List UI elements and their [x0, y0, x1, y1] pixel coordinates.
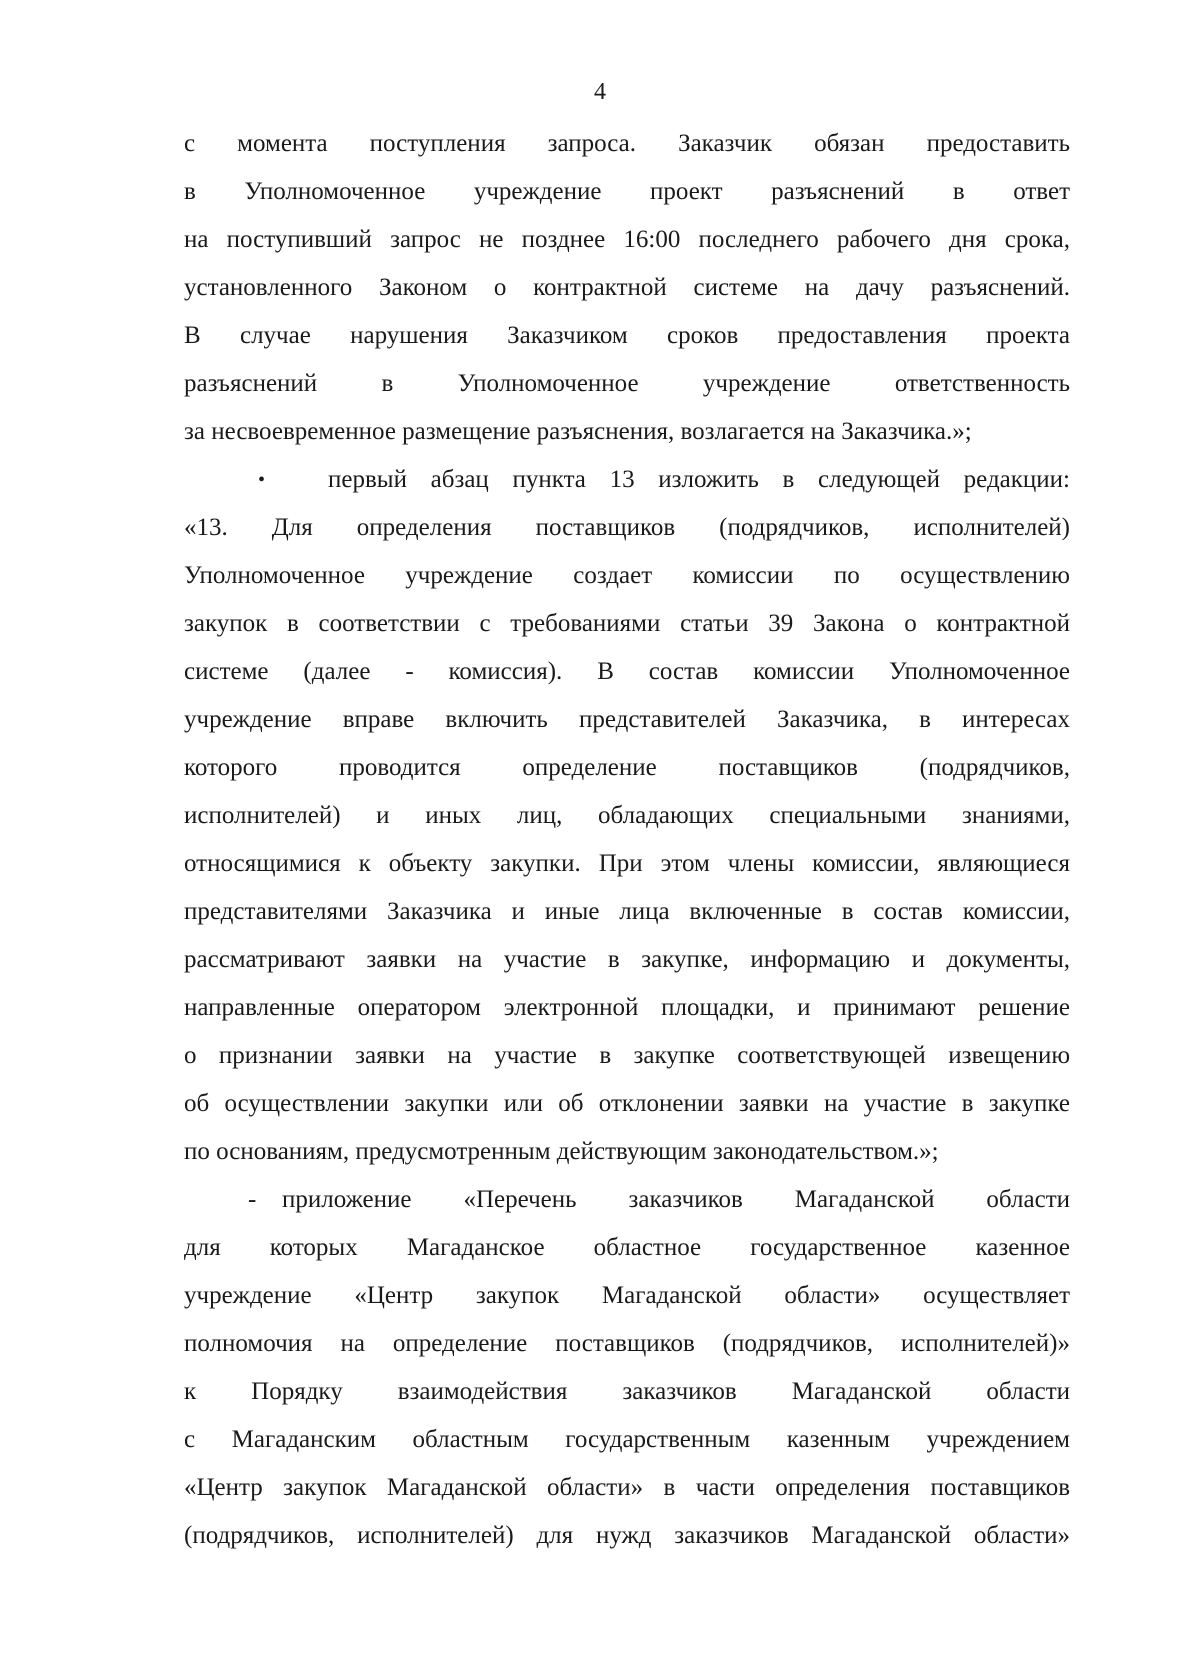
paragraph-explanations	[184, 120, 1070, 456]
text-line: закупок в соответствии с требованиями статьи 39 Закона о контрактной	[184, 610, 1070, 637]
text-line: (подрядчиков, исполнителей) для нужд заказчиков Магаданской области»	[184, 1522, 1070, 1549]
document-body	[184, 120, 1070, 1560]
dashed-line	[0, 1176, 1070, 1224]
text-line: «Центр закупок Магаданской области» в части определения поставщиков	[184, 1474, 1070, 1501]
text-line: для которых Магаданское областное государственное казенное	[184, 1234, 1070, 1261]
paragraph-appendix	[184, 1176, 1070, 1560]
text-line: по основаниям, предусмотренным действующим законодательством.»;	[184, 1138, 939, 1165]
text-line: относящимися к объекту закупки. При этом члены комиссии, являющиеся	[184, 850, 1070, 877]
text-line: исполнителей) и иных лиц, обладающих специальными знаниями,	[184, 802, 1070, 829]
text-line: разъяснений в Уполномоченное учреждение ответственность	[184, 370, 1070, 397]
page-number: 4	[594, 79, 606, 105]
text-line: с момента поступления запроса. Заказчик обязан предоставить	[184, 130, 1070, 157]
text-line: за несвоевременное размещение разъяснения, возлагается на Заказчика.»;	[184, 418, 972, 445]
text-line: учреждение «Центр закупок Магаданской области» осуществляет	[184, 1282, 1070, 1309]
text-line: которого проводится определение поставщиков (подрядчиков,	[184, 754, 1070, 781]
text-line: системе (далее - комиссия). В состав комиссии Уполномоченное	[184, 658, 1070, 685]
text-line: представителями Заказчика и иные лица включенные в состав комиссии,	[184, 898, 1070, 925]
text-line: установленного Законом о контрактной системе на дачу разъяснений.	[184, 274, 1070, 301]
paragraph-item-13	[184, 456, 1070, 1176]
text-line: на поступивший запрос не позднее 16:00 последнего рабочего дня срока,	[184, 226, 1070, 253]
text-line: направленные оператором электронной площадки, и принимают решение	[184, 994, 1070, 1021]
text-line: В случае нарушения Заказчиком сроков предоставления проекта	[184, 322, 1070, 349]
text-line: рассматривают заявки на участие в закупке, информацию и документы,	[184, 946, 1070, 973]
text-line: в Уполномоченное учреждение проект разъяснений в ответ	[184, 178, 1070, 205]
text-line: приложение «Перечень заказчиков Магаданской области	[282, 1186, 1070, 1213]
bullet-marker: •	[258, 469, 266, 491]
text-line: к Порядку взаимодействия заказчиков Магаданской области	[184, 1378, 1070, 1405]
text-line: об осуществлении закупки или об отклонении заявки на участие в закупке	[184, 1090, 1070, 1117]
text-line: с Магаданским областным государственным казенным учреждением	[184, 1426, 1070, 1453]
text-line: учреждение вправе включить представителей Заказчика, в интересах	[184, 706, 1070, 733]
text-line: Уполномоченное учреждение создает комиссии по осуществлению	[184, 562, 1070, 589]
text-line: «13. Для определения поставщиков (подрядчиков, исполнителей)	[184, 514, 1070, 541]
dash-marker: -	[248, 1186, 257, 1213]
bulleted-line	[0, 456, 1070, 504]
text-line: о признании заявки на участие в закупке соответствующей извещению	[184, 1042, 1070, 1069]
text-line: первый абзац пункта 13 изложить в следующей редакции:	[328, 466, 1070, 493]
text-line: полномочия на определение поставщиков (подрядчиков, исполнителей)»	[184, 1330, 1070, 1357]
